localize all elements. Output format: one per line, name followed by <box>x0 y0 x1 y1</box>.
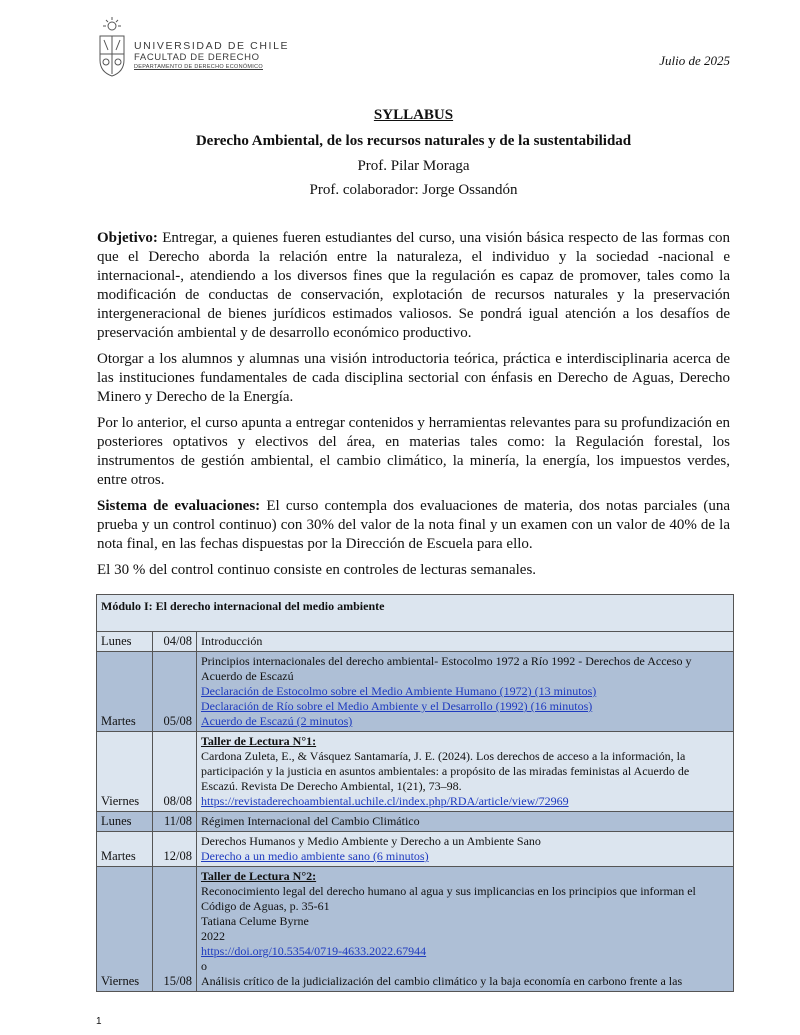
scope-paragraph: Por lo anterior, el curso apunta a entregar contenidos y herramientas relevantes para su profundización en posteriores optativos y electivos del área, en materias tales como: la Regulación forestal, los instrumentos de gestión ambiental, el cambio climático, la minería, la energía, los impuestos verdes, entre otros. <box>97 415 730 488</box>
university-logo <box>97 16 290 78</box>
row-content <box>197 652 734 732</box>
table-row <box>97 867 734 992</box>
escazu-agreement-link[interactable]: Acuerdo de Escazú (2 minutos) <box>201 714 353 728</box>
table-row <box>97 632 734 652</box>
row-or: o <box>201 959 207 973</box>
department-name: DEPARTAMENTO DE DERECHO ECONÓMICO <box>134 64 263 70</box>
row-day: Viernes <box>97 867 153 992</box>
article-link[interactable]: https://revistaderechoambiental.uchile.cl/index.php/RDA/article/view/72969 <box>201 794 569 808</box>
row-date: 05/08 <box>153 652 197 732</box>
row-day: Martes <box>97 652 153 732</box>
university-crest-icon <box>97 16 127 78</box>
row-topic: Reconocimiento legal del derecho humano al agua y sus implicancias en los principios que informan el Código de Aguas, p. 35-61 <box>201 884 696 913</box>
page-number: 1 <box>96 1016 102 1027</box>
objective-label: Objetivo: <box>97 230 158 246</box>
row-year: 2022 <box>201 929 225 943</box>
row-day: Lunes <box>97 812 153 832</box>
row-topic: Cardona Zuleta, E., & Vásquez Santamaría, J. E. (2024). Los derechos de acceso a la información, la participación y la justicia en asuntos ambientales: a propósito de las miradas feministas al Acuerdo de Escazú. Revista De Derecho Ambiental, 1(21), 73–98. <box>201 749 690 793</box>
faculty-name: FACULTAD DE DERECHO <box>134 52 260 63</box>
row-extra: Análisis crítico de la judicialización del cambio climático y la baja economía en carbono frente a las <box>201 974 683 988</box>
table-row <box>97 812 734 832</box>
table-row <box>97 832 734 867</box>
row-date: 12/08 <box>153 832 197 867</box>
row-topic: Derechos Humanos y Medio Ambiente y Derecho a un Ambiente Sano <box>201 834 541 848</box>
row-date: 04/08 <box>153 632 197 652</box>
schedule-table <box>96 594 734 992</box>
rio-declaration-link[interactable]: Declaración de Río sobre el Medio Ambiente y el Desarrollo (1992) (16 minutos) <box>201 699 593 713</box>
row-topic: Introducción <box>197 632 734 652</box>
row-author: Tatiana Celume Byrne <box>201 914 309 928</box>
healthy-environment-link[interactable]: Derecho a un medio ambiente sano (6 minutos) <box>201 849 429 863</box>
row-day: Viernes <box>97 732 153 812</box>
doi-link[interactable]: https://doi.org/10.5354/0719-4633.2022.67944 <box>201 944 427 958</box>
stockholm-declaration-link[interactable]: Declaración de Estocolmo sobre el Medio Ambiente Humano (1972) (13 minutos) <box>201 684 597 698</box>
objective-paragraph <box>97 229 730 343</box>
row-date: 15/08 <box>153 867 197 992</box>
control-paragraph: El 30 % del control continuo consiste en controles de lecturas semanales. <box>97 562 537 578</box>
evaluation-paragraph <box>97 497 730 554</box>
evaluation-text: El curso contempla dos evaluaciones de materia, dos notas parciales (una prueba y un control continuo) con 30% del valor de la nota final y un examen con un valor de 40% de la nota final, en las fechas dispuestas por la Dirección de Escuela para ello. <box>97 498 730 552</box>
module-header: Módulo I: El derecho internacional del medio ambiente <box>97 595 734 632</box>
row-topic: Régimen Internacional del Cambio Climático <box>197 812 734 832</box>
reading-workshop-title: Taller de Lectura N°2: <box>201 869 317 883</box>
row-content <box>197 867 734 992</box>
document-date: Julio de 2025 <box>659 53 730 68</box>
reading-workshop-title: Taller de Lectura N°1: <box>201 734 317 748</box>
row-topic: Principios internacionales del derecho ambiental- Estocolmo 1972 a Río 1992 - Derechos de Acceso y Acuerdo de Escazú <box>201 654 692 683</box>
row-day: Lunes <box>97 632 153 652</box>
course-title: Derecho Ambiental, de los recursos naturales y de la sustentabilidad <box>195 133 632 149</box>
overview-paragraph: Otorgar a los alumnos y alumnas una visión introductoria teórica, práctica e interdisciplinaria acerca de las instituciones fundamentales de cada disciplina sectorial con énfasis en Derecho de Aguas, Derecho Minero y Derecho de la Energía. <box>97 351 730 405</box>
professor-name: Prof. Pilar Moraga <box>357 158 470 174</box>
evaluation-label: Sistema de evaluaciones: <box>97 498 261 514</box>
row-date: 08/08 <box>153 732 197 812</box>
table-row <box>97 732 734 812</box>
row-date: 11/08 <box>153 812 197 832</box>
table-row <box>97 652 734 732</box>
course-description <box>97 229 730 587</box>
collaborator-name: Prof. colaborador: Jorge Ossandón <box>309 182 518 198</box>
university-name: UNIVERSIDAD DE CHILE <box>134 40 290 52</box>
row-day: Martes <box>97 832 153 867</box>
row-content <box>197 832 734 867</box>
syllabus-heading: SYLLABUS <box>373 107 454 123</box>
objective-text: Entregar, a quienes fueren estudiantes del curso, una visión básica respecto de las formas con que el Derecho aborda la relación entre la naturaleza, el individuo y la sociedad -nacional e internacional-, atendiendo a los diversos fines que la regulación es capaz de promover, tales como la modificación de conductas de conservación, explotación de recursos naturales y la preservación intergeneracional de bienes jurídicos estimados valiosos. Se pondrá igual atención a los desafíos de preservación ambiental y de desarrollo económico productivo. <box>97 230 730 341</box>
row-content <box>197 732 734 812</box>
